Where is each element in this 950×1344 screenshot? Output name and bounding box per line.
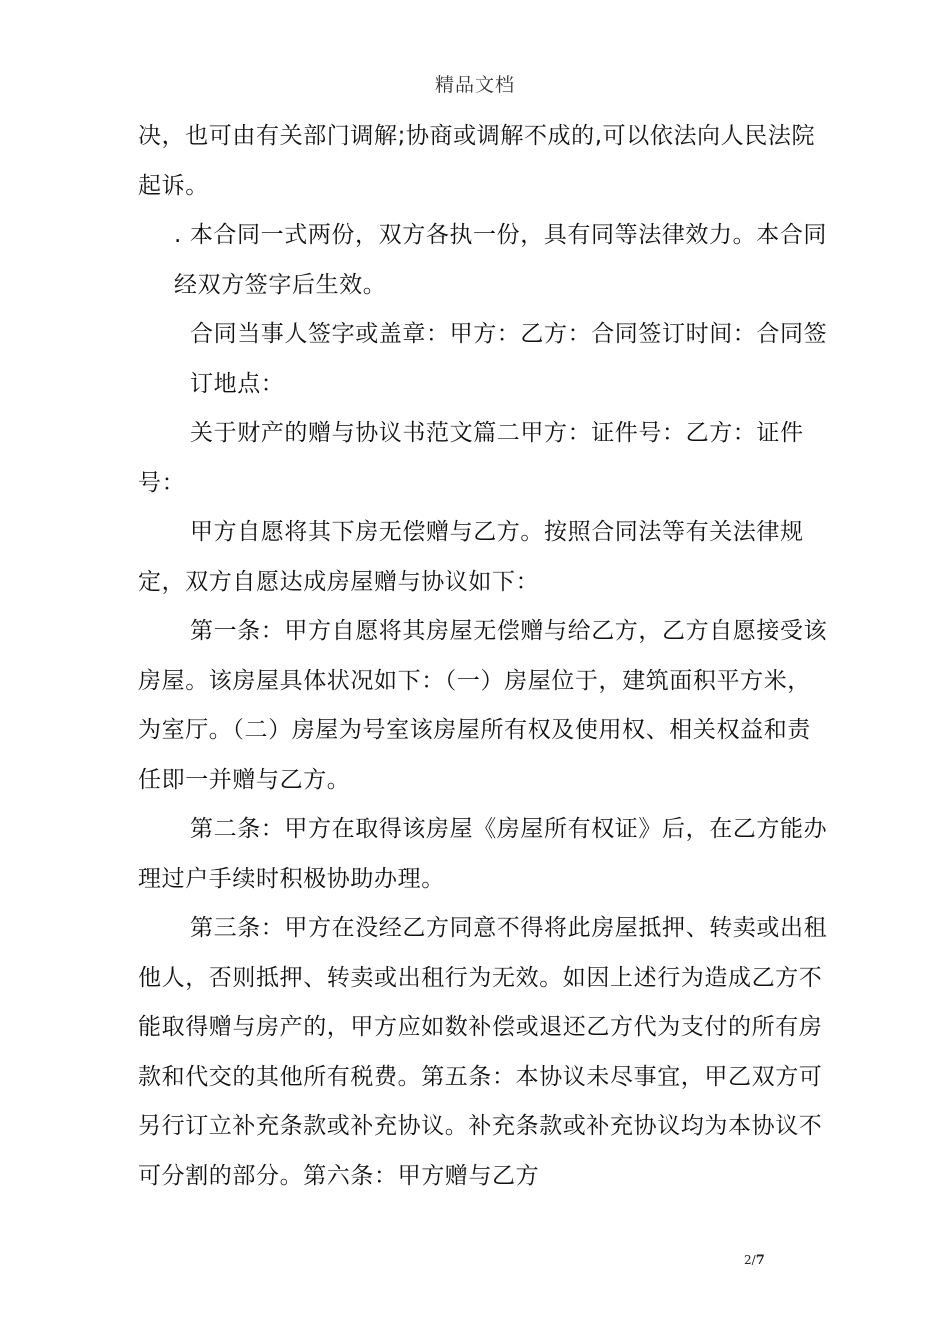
page-header: 精品文档	[434, 74, 515, 96]
page-separator: /	[751, 1253, 756, 1267]
paragraph-2: . 本合同一式两份，双方各执一份，具有同等法律效力。本合同经双方签字后生效。	[174, 222, 828, 298]
paragraph-7: 第二条：甲方在取得该房屋《房屋所有权证》后，在乙方能办理过户手续时积极协助办理。	[138, 816, 828, 892]
page-number	[744, 1253, 765, 1268]
paragraph-5: 甲方自愿将其下房无偿赠与乙方。按照合同法等有关法律规定，双方自愿达成房屋赠与协议如下：	[138, 519, 804, 595]
paragraph-4: 关于财产的赠与协议书范文篇二甲方：证件号：乙方：证件号：	[138, 420, 804, 496]
total-pages: 7	[755, 1253, 765, 1268]
paragraph-8: 第三条：甲方在没经乙方同意不得将此房屋抵押、转卖或出租他人，否则抵押、转卖或出租行为无效。如因上述行为造成乙方不能取得赠与房产的，甲方应如数补偿或退还乙方代为支付的所有房款和代交的其他所有税费。第五条：本协议未尽事宜，甲乙双方可另行订立补充条款或补充协议。补充条款或补充协议均为本协议不可分割的部分。第六条：甲方赠与乙方	[138, 915, 828, 1189]
paragraph-3: 合同当事人签字或盖章：甲方：乙方：合同签订时间：合同签订地点：	[190, 321, 828, 397]
document-body	[138, 112, 828, 1201]
paragraph-6: 第一条：甲方自愿将其房屋无偿赠与给乙方，乙方自愿接受该房屋。该房屋具体状况如下：（一）房屋位于，建筑面积平方米，为室厅。（二）房屋为号室该房屋所有权及使用权、相关权益和责任即一并赠与乙方。	[138, 618, 828, 793]
paragraph-1: 决，也可由有关部门调解;协商或调解不成的,可以依法向人民法院起诉。	[138, 123, 816, 199]
current-page: 2	[744, 1253, 752, 1267]
